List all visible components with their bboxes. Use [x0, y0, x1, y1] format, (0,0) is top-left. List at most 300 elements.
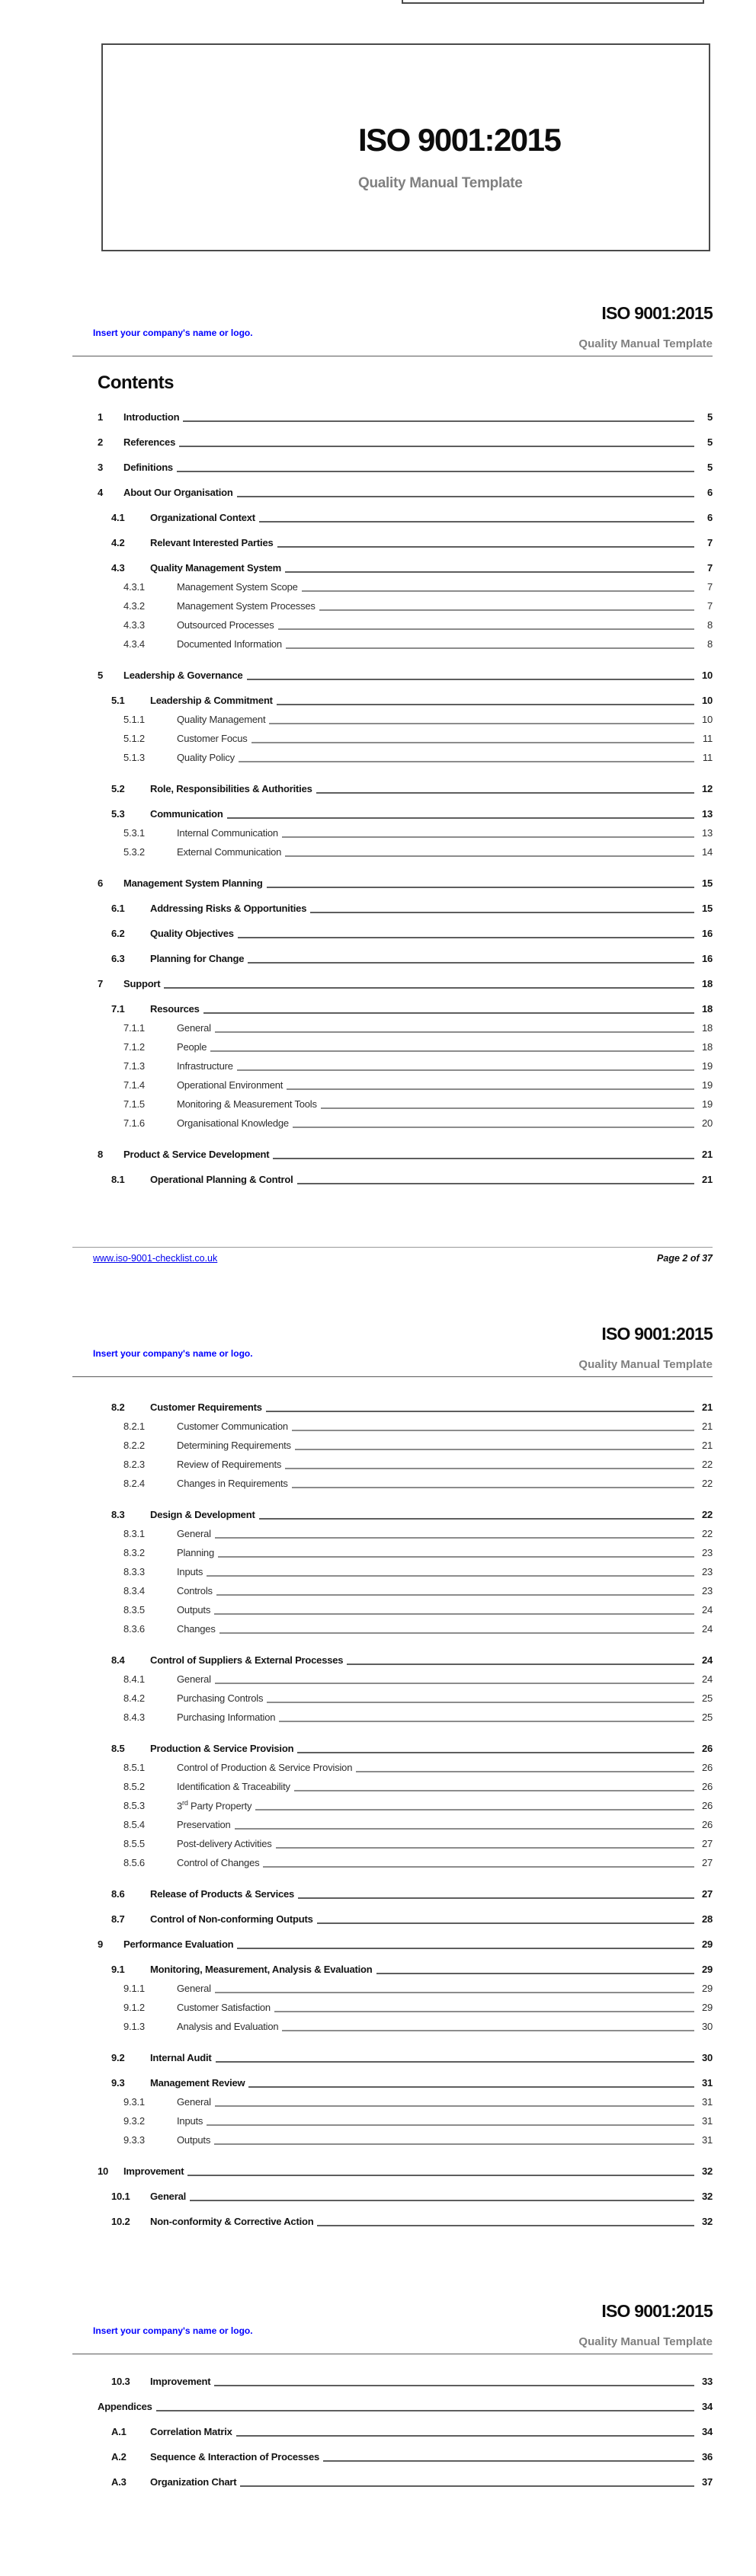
toc-leader-line	[376, 1973, 694, 1974]
toc-leader-line	[277, 704, 694, 705]
toc-entry	[98, 1061, 713, 1072]
toc-entry-title: External Communication	[177, 846, 282, 858]
toc-page-number: 10	[701, 695, 713, 706]
toc-entry-number: 8.6	[111, 1888, 125, 1900]
toc-entry-title: Design & Development	[150, 1509, 255, 1520]
toc-leader-line	[298, 1897, 694, 1899]
toc-page-number: 5	[706, 436, 713, 448]
toc-page-number: 18	[701, 1003, 713, 1015]
toc-entry-title: Customer Satisfaction	[177, 2002, 271, 2013]
toc-entry-title: Post-delivery Activities	[177, 1838, 272, 1849]
header-title: ISO 9001:2015	[601, 1324, 713, 1344]
toc-page-number: 34	[701, 2426, 713, 2437]
toc-page-number: 22	[701, 1528, 713, 1539]
toc-page-number: 26	[701, 1762, 713, 1773]
toc-entry-title: Sequence & Interaction of Processes	[150, 2451, 320, 2463]
toc-entry	[98, 2452, 713, 2463]
toc-entry-number: 8.3.6	[123, 1623, 145, 1635]
toc-entry	[98, 563, 713, 574]
toc-entry-number: 9.2	[111, 2052, 125, 2063]
toc-entry-title: Management Review	[150, 2077, 245, 2089]
toc-page-number: 31	[701, 2115, 713, 2127]
company-logo-placeholder: Insert your company's name or logo.	[93, 328, 253, 338]
toc-entry	[98, 538, 713, 548]
toc-entry-number: 5.1.3	[123, 752, 145, 763]
toc-entry-title: Customer Requirements	[150, 1401, 262, 1413]
page-footer	[72, 1247, 713, 1272]
toc-leader-line	[248, 2086, 694, 2088]
header-subtitle: Quality Manual Template	[578, 2335, 713, 2348]
toc-page-number: 19	[701, 1060, 713, 1072]
toc-entry-title: Organisational Knowledge	[177, 1117, 289, 1129]
toc-leader-line	[248, 962, 694, 964]
toc-entry-title: Quality Policy	[177, 752, 235, 763]
cover-text-group	[358, 124, 560, 192]
toc-leader-line	[347, 1664, 694, 1665]
toc-entry	[98, 753, 713, 763]
toc-entry-title: Improvement	[123, 2165, 184, 2177]
toc-page-number: 15	[701, 877, 713, 889]
toc-entry	[98, 2191, 713, 2202]
toc-entry	[98, 2402, 713, 2412]
toc-entry	[98, 462, 713, 473]
toc-page-number: 7	[706, 562, 713, 574]
toc-entry	[98, 2097, 713, 2108]
toc-entry-number: 4.1	[111, 512, 125, 523]
toc-entry	[98, 954, 713, 964]
toc-entry-title: Addressing Risks & Opportunities	[150, 903, 307, 914]
toc-entry-title: Quality Objectives	[150, 928, 234, 939]
toc-entry-title: Monitoring, Measurement, Analysis & Evaluation	[150, 1964, 373, 1975]
toc-page-3	[98, 1402, 713, 2227]
toc-entry-title: General	[177, 1673, 211, 1685]
toc-page-number: 10	[701, 670, 713, 681]
toc-entry-title: Determining Requirements	[177, 1440, 291, 1451]
toc-entry-title: Non-conformity & Corrective Action	[150, 2216, 314, 2227]
toc-entry-number: 7.1.4	[123, 1079, 145, 1091]
toc-entry-number: 7.1.3	[123, 1060, 145, 1072]
toc-leader-line	[183, 420, 694, 422]
toc-leader-line	[255, 1809, 694, 1811]
header-title: ISO 9001:2015	[601, 303, 713, 323]
toc-entry	[98, 1586, 713, 1596]
toc-entry	[98, 412, 713, 423]
cover-card	[101, 43, 710, 251]
toc-entry-number: 8.4.2	[123, 1692, 145, 1704]
toc-entry-title: Customer Communication	[177, 1421, 288, 1432]
toc-entry	[98, 1478, 713, 1489]
toc-leader-line	[319, 609, 694, 611]
toc-entry-number: 5.1.1	[123, 714, 145, 725]
toc-entry-number: 5	[98, 670, 104, 681]
toc-leader-line	[216, 2061, 695, 2063]
toc-page-number: 19	[701, 1098, 713, 1110]
toc-leader-line	[214, 2143, 694, 2145]
toc-entry-title: People	[177, 1041, 207, 1053]
toc-entry-number: 6.2	[111, 928, 125, 939]
toc-leader-line	[287, 1088, 694, 1090]
page-header	[72, 1324, 713, 1377]
toc-leader-line	[267, 887, 694, 888]
toc-entry	[98, 1567, 713, 1577]
toc-entry-number: 2	[98, 436, 104, 448]
toc-leader-line	[297, 1752, 694, 1753]
toc-leader-line	[187, 2175, 694, 2176]
toc-leader-line	[207, 1575, 694, 1577]
toc-leader-line	[295, 1449, 694, 1450]
toc-entry-title: Support	[123, 978, 161, 989]
toc-leader-line	[273, 1158, 694, 1159]
toc-entry-title: General	[150, 2191, 187, 2202]
toc-entry-number: A.1	[111, 2426, 127, 2437]
toc-entry-title: Internal Audit	[150, 2052, 212, 2063]
toc-entry-title: Introduction	[123, 411, 180, 423]
toc-page-number: 22	[701, 1459, 713, 1470]
toc-page-number: 13	[701, 827, 713, 839]
toc-page-number: 7	[706, 600, 713, 612]
toc-entry-title: Management System Planning	[123, 877, 263, 889]
toc-page-number: 28	[701, 1913, 713, 1925]
toc-entry	[98, 2376, 713, 2387]
toc-page-number: 34	[701, 2401, 713, 2412]
toc-entry-number: 8.5.5	[123, 1838, 145, 1849]
toc-page-number: 29	[701, 1983, 713, 1994]
toc-entry-number: 4.2	[111, 537, 125, 548]
toc-leader-line	[179, 446, 694, 447]
toc-entry	[98, 582, 713, 593]
toc-page-number: 27	[701, 1838, 713, 1849]
toc-leader-line	[236, 2435, 694, 2437]
toc-leader-line	[214, 2385, 694, 2386]
toc-entry	[98, 1798, 713, 1811]
toc-page-number: 13	[701, 808, 713, 820]
toc-entry-title: Inputs	[177, 1566, 203, 1577]
toc-leader-line	[292, 1487, 694, 1488]
toc-entry-title: Inputs	[177, 2115, 203, 2127]
toc-entry-number: A.2	[111, 2451, 127, 2463]
toc-entry	[98, 1118, 713, 1129]
toc-leader-line	[302, 590, 694, 592]
toc-entry-title: Changes in Requirements	[177, 1478, 288, 1489]
toc-entry-title: General	[177, 1022, 211, 1034]
toc-leader-line	[294, 1790, 694, 1791]
toc-entry-number: 8.4.1	[123, 1673, 145, 1685]
toc-entry-number: 10.2	[111, 2216, 130, 2227]
toc-leader-line	[235, 1828, 694, 1830]
toc-leader-line	[215, 1683, 694, 1684]
toc-page-number: 19	[701, 1079, 713, 1091]
toc-leader-line	[227, 817, 694, 819]
toc-leader-line	[218, 1556, 694, 1558]
toc-leader-line	[285, 571, 694, 573]
toc-entry-title: Role, Responsibilities & Authorities	[150, 783, 312, 794]
toc-leader-line	[310, 912, 694, 913]
toc-entry-number: 8.5.3	[123, 1800, 145, 1811]
toc-leader-line	[317, 2225, 694, 2226]
toc-entry-title: Customer Focus	[177, 733, 248, 744]
toc-entry-title: Quality Management	[177, 714, 266, 725]
toc-page-number: 7	[706, 537, 713, 548]
toc-leader-line	[240, 2485, 694, 2487]
toc-entry	[98, 784, 713, 794]
toc-leader-line	[282, 2030, 694, 2031]
toc-leader-line	[267, 1702, 694, 1703]
toc-entry-title: Monitoring & Measurement Tools	[177, 1098, 317, 1110]
toc-entry-title: Operational Environment	[177, 1079, 284, 1091]
toc-page-number: 20	[701, 1117, 713, 1129]
toc-entry-number: 8.5.6	[123, 1857, 145, 1868]
toc-entry-number: 8.4	[111, 1654, 125, 1666]
toc-entry	[98, 1605, 713, 1616]
toc-entry-number: 7	[98, 978, 104, 989]
toc-entry	[98, 1983, 713, 1994]
toc-leader-line	[321, 1107, 694, 1109]
toc-leader-line	[263, 1866, 694, 1868]
toc-entry-number: 4.3.3	[123, 619, 145, 631]
toc-leader-line	[317, 1922, 694, 1924]
toc-leader-line	[215, 1992, 694, 1993]
toc-entry	[98, 2477, 713, 2488]
header-subtitle: Quality Manual Template	[578, 337, 713, 350]
toc-entry	[98, 1964, 713, 1975]
toc-entry	[98, 1548, 713, 1558]
toc-entry-number: 9	[98, 1938, 104, 1950]
toc-entry	[98, 979, 713, 989]
toc-page-number: 26	[701, 1819, 713, 1830]
toc-entry	[98, 1693, 713, 1704]
toc-entry-title: Outsourced Processes	[177, 619, 274, 631]
toc-page-number: 24	[701, 1673, 713, 1685]
toc-entry	[98, 2116, 713, 2127]
toc-leader-line	[276, 1847, 694, 1849]
toc-entry-number: 7.1.5	[123, 1098, 145, 1110]
toc-leader-line	[247, 679, 694, 680]
toc-entry-number: 7.1.1	[123, 1022, 145, 1034]
toc-entry-title: Documented Information	[177, 638, 282, 650]
toc-leader-line	[203, 1012, 694, 1014]
toc-entry-title: Purchasing Information	[177, 1711, 276, 1723]
toc-page-number: 6	[706, 487, 713, 498]
toc-entry-title: Organization Chart	[150, 2476, 237, 2488]
toc-entry-title: Resources	[150, 1003, 200, 1015]
toc-entry-number: 6	[98, 877, 104, 889]
toc-entry-title: Outputs	[177, 1604, 211, 1616]
toc-entry-title: Planning for Change	[150, 953, 245, 964]
toc-entry-title: Control of Production & Service Provision	[177, 1762, 353, 1773]
toc-leader-line	[215, 1537, 694, 1539]
toc-leader-line	[251, 742, 694, 743]
toc-entry-number: 6.1	[111, 903, 125, 914]
toc-entry	[98, 1889, 713, 1900]
toc-entry-title: Control of Changes	[177, 1857, 260, 1868]
toc-entry	[98, 2078, 713, 2089]
toc-entry-number: 5.1.2	[123, 733, 145, 744]
toc-entry-number: 8.3.4	[123, 1585, 145, 1596]
toc-leader-line	[286, 647, 694, 649]
toc-entry-number: 8	[98, 1149, 104, 1160]
toc-page-number: 24	[701, 1623, 713, 1635]
toc-entry-title: Appendices	[98, 2401, 152, 2412]
toc-entry	[98, 1149, 713, 1160]
toc-entry-number: 10	[98, 2165, 109, 2177]
toc-entry-title: Control of Suppliers & External Processes	[150, 1654, 344, 1666]
toc-leader-line	[356, 1771, 694, 1772]
toc-entry	[98, 1674, 713, 1685]
cover-subtitle: Quality Manual Template	[358, 175, 523, 191]
toc-leader-line	[277, 546, 694, 548]
toc-leader-line	[259, 1518, 694, 1520]
toc-entry-title: General	[177, 1983, 211, 1994]
toc-entry	[98, 2135, 713, 2146]
toc-entry-title: Outputs	[177, 2134, 211, 2146]
toc-entry-number: 8.3.5	[123, 1604, 145, 1616]
toc-page-number: 37	[701, 2476, 713, 2488]
toc-page-number: 25	[701, 1711, 713, 1723]
toc-leader-line	[259, 521, 694, 523]
toc-entry	[98, 513, 713, 523]
toc-entry-title: Leadership & Governance	[123, 670, 243, 681]
toc-leader-line	[323, 2460, 694, 2462]
toc-entry-number: 5.2	[111, 783, 125, 794]
toc-entry-title: Operational Planning & Control	[150, 1174, 293, 1185]
toc-entry-title: Infrastructure	[177, 1060, 233, 1072]
toc-entry-number: 8.3	[111, 1509, 125, 1520]
toc-entry-number: 7.1.6	[123, 1117, 145, 1129]
toc-entry-title: Planning	[177, 1547, 214, 1558]
toc-leader-line	[266, 1411, 694, 1412]
toc-entry-title: Release of Products & Services	[150, 1888, 295, 1900]
toc-leader-line	[269, 723, 694, 724]
toc-entry-number: 8.2.2	[123, 1440, 145, 1451]
toc-page-number: 15	[701, 903, 713, 914]
toc-page-number: 8	[706, 638, 713, 650]
toc-entry-number: 5.3.1	[123, 827, 145, 839]
toc-leader-line	[214, 1613, 694, 1615]
toc-entry-number: 8.5.4	[123, 1819, 145, 1830]
toc-entry	[98, 809, 713, 820]
toc-entry-number: 8.2	[111, 1401, 125, 1413]
toc-entry	[98, 1839, 713, 1849]
toc-entry-title: Internal Communication	[177, 827, 278, 839]
toc-entry-title: 3rd Party Property	[177, 1798, 252, 1811]
page-number-label: Page 2 of 37	[657, 1253, 713, 1264]
toc-page-number: 16	[701, 953, 713, 964]
toc-entry	[98, 714, 713, 725]
toc-page-number: 26	[701, 1743, 713, 1754]
toc-page-number: 5	[706, 411, 713, 423]
toc-page-number: 27	[701, 1857, 713, 1868]
toc-entry	[98, 828, 713, 839]
toc-leader-line	[297, 1183, 694, 1184]
toc-page-number: 31	[701, 2134, 713, 2146]
toc-entry-number: A.3	[111, 2476, 127, 2488]
toc-entry-title: Identification & Traceability	[177, 1781, 290, 1792]
toc-entry-title: Communication	[150, 808, 223, 820]
toc-entry	[98, 1042, 713, 1053]
toc-entry	[98, 1939, 713, 1950]
toc-entry	[98, 1402, 713, 1413]
toc-page-2	[98, 412, 713, 1185]
toc-entry-number: 9.1.2	[123, 2002, 145, 2013]
toc-entry-number: 8.5.1	[123, 1762, 145, 1773]
toc-entry	[98, 1510, 713, 1520]
toc-entry	[98, 1099, 713, 1110]
toc-entry	[98, 639, 713, 650]
toc-entry-number: 8.5	[111, 1743, 125, 1754]
toc-entry-title: About Our Organisation	[123, 487, 233, 498]
toc-leader-line	[207, 2124, 694, 2126]
toc-entry-title: Analysis and Evaluation	[177, 2021, 279, 2032]
website-link[interactable]: www.iso-9001-checklist.co.uk	[93, 1253, 218, 1264]
toc-entry-number: 10.3	[111, 2376, 130, 2387]
toc-entry	[98, 1858, 713, 1868]
toc-entry-number: 5.3	[111, 808, 125, 820]
toc-entry-number: 9.3.1	[123, 2096, 145, 2108]
toc-entry-title: Production & Service Provision	[150, 1743, 294, 1754]
toc-page-number: 33	[701, 2376, 713, 2387]
toc-entry-title: Control of Non-conforming Outputs	[150, 1913, 313, 1925]
toc-entry	[98, 2216, 713, 2227]
toc-page-number: 16	[701, 928, 713, 939]
toc-entry	[98, 1421, 713, 1432]
toc-entry-number: 8.2.3	[123, 1459, 145, 1470]
toc-entry-number: 8.3.2	[123, 1547, 145, 1558]
toc-entry-title: Management System Scope	[177, 581, 298, 593]
toc-entry-number: 7.1	[111, 1003, 125, 1015]
toc-leader-line	[237, 496, 694, 497]
toc-page-number: 11	[702, 733, 713, 744]
toc-entry	[98, 1712, 713, 1723]
toc-entry	[98, 847, 713, 858]
toc-leader-line	[215, 2105, 694, 2107]
toc-entry-title: References	[123, 436, 176, 448]
toc-page-number: 11	[702, 752, 713, 763]
toc-entry	[98, 903, 713, 914]
toc-entry-number: 8.5.2	[123, 1781, 145, 1792]
toc-entry-number: 8.2.1	[123, 1421, 145, 1432]
toc-leader-line	[279, 1721, 694, 1722]
toc-entry	[98, 928, 713, 939]
toc-entry-title: Relevant Interested Parties	[150, 537, 274, 548]
toc-leader-line	[216, 1594, 694, 1596]
toc-page-number: 27	[701, 1888, 713, 1900]
toc-entry-number: 9.3.2	[123, 2115, 145, 2127]
toc-entry	[98, 1004, 713, 1015]
toc-leader-line	[164, 987, 694, 989]
toc-page-number: 32	[701, 2191, 713, 2202]
toc-page-number: 10	[701, 714, 713, 725]
toc-entry	[98, 1820, 713, 1830]
toc-leader-line	[156, 2410, 694, 2411]
toc-page-number: 14	[701, 846, 713, 858]
toc-entry	[98, 1914, 713, 1925]
toc-entry-title: Changes	[177, 1623, 216, 1635]
toc-entry-number: 4	[98, 487, 104, 498]
toc-entry-title: Correlation Matrix	[150, 2426, 232, 2437]
toc-page-number: 21	[701, 1401, 713, 1413]
previous-box-remnant	[402, 0, 704, 4]
toc-page-number: 36	[701, 2451, 713, 2463]
toc-entry-number: 6.3	[111, 953, 125, 964]
toc-page-number: 18	[701, 1022, 713, 1034]
toc-page-number: 30	[701, 2052, 713, 2063]
toc-entry	[98, 2053, 713, 2063]
cover-title: ISO 9001:2015	[358, 122, 561, 158]
toc-entry-title: Quality Management System	[150, 562, 281, 574]
toc-page-number: 31	[701, 2096, 713, 2108]
toc-entry	[98, 620, 713, 631]
toc-entry-title: Controls	[177, 1585, 213, 1596]
